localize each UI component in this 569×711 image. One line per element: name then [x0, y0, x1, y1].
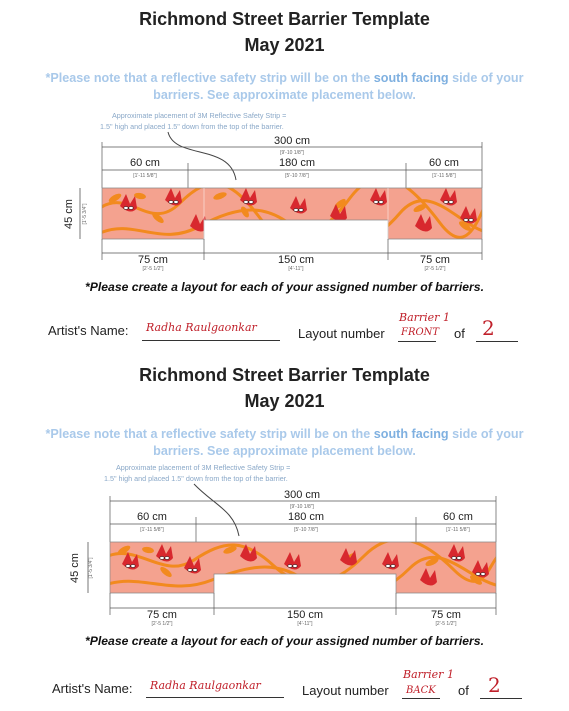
layout-number-line	[398, 341, 436, 342]
of-value[interactable]: 2	[482, 316, 495, 340]
of-label: of	[458, 683, 469, 698]
dim-left-bottom-in: [2'-5 1/2"]	[142, 266, 164, 272]
layout-annotation: Barrier 1	[403, 668, 454, 681]
artist-name-label: Artist's Name:	[48, 323, 129, 338]
safety-note-bold: south facing	[373, 71, 449, 85]
dim-left-top-in: [1'-11 5/8"]	[140, 527, 164, 533]
artist-name-value[interactable]: Radha Raulgaonkar	[146, 321, 257, 334]
safety-note	[20, 70, 549, 104]
layout-number-label: Layout number	[302, 683, 389, 698]
layout-note: *Please create a layout for each of your assigned number of barriers.	[85, 280, 484, 294]
artist-form	[0, 310, 569, 350]
dim-left-top: 60 cm	[137, 511, 167, 523]
dim-left-bottom: 75 cm	[147, 609, 177, 621]
dim-total: 300 cm	[273, 135, 311, 147]
dim-right-bottom-in: [2'-5 1/2"]	[424, 266, 446, 272]
artist-name-line	[142, 340, 280, 341]
template-title: Richmond Street Barrier Template	[139, 9, 430, 29]
dim-left-top-in: [1'-11 5/8"]	[133, 173, 157, 179]
barrier-diagram	[40, 108, 520, 273]
dim-height: 45 cm	[63, 199, 75, 229]
of-value[interactable]: 2	[488, 673, 501, 697]
safety-note-suffix: side of your barriers. See approximate placement below.	[153, 71, 524, 102]
dim-center-bottom-in: [4'-11"]	[297, 621, 313, 627]
layout-number-value[interactable]: FRONT	[401, 327, 440, 338]
barrier-artwork	[108, 539, 500, 597]
safety-note-prefix: *Please note that a reflective safety strip will be on the	[45, 71, 374, 85]
dim-center-top-in: [5'-10 7/8"]	[294, 527, 318, 533]
strip-leader-line	[194, 484, 239, 536]
dim-right-bottom-in: [2'-5 1/2"]	[435, 621, 457, 627]
safety-note-prefix: *Please note that a reflective safety strip will be on the	[45, 427, 374, 441]
dim-right-top: 60 cm	[429, 157, 459, 169]
dim-center-top: 180 cm	[278, 157, 316, 169]
layout-number-value[interactable]: BACK	[406, 685, 436, 696]
dim-center-bottom-in: [4'-11"]	[288, 266, 304, 272]
dim-right-bottom: 75 cm	[420, 254, 450, 266]
template-title: Richmond Street Barrier Template	[139, 365, 430, 385]
template-2	[0, 356, 569, 711]
template-1	[0, 0, 569, 355]
strip-label-line1: Approximate placement of 3M Reflective Safety Strip =	[116, 463, 291, 472]
dim-right-top-in: [1'-11 5/8"]	[432, 173, 456, 179]
dim-center-top-in: [5'-10 7/8"]	[285, 173, 309, 179]
artist-name-label: Artist's Name:	[52, 681, 133, 696]
layout-number-line	[402, 698, 440, 699]
strip-leader-line	[168, 132, 236, 180]
dim-center-bottom: 150 cm	[277, 254, 315, 266]
of-label: of	[454, 326, 465, 341]
layout-number-label: Layout number	[298, 326, 385, 341]
dim-left-bottom-in: [2'-5 1/2"]	[151, 621, 173, 627]
dim-center-bottom: 150 cm	[286, 609, 324, 621]
dim-total-in: [9'-10 1/8"]	[290, 504, 314, 510]
template-date: May 2021	[244, 391, 325, 411]
dim-right-top-in: [1'-11 5/8"]	[446, 527, 470, 533]
artist-name-value[interactable]: Radha Raulgaonkar	[150, 679, 261, 692]
dim-right-bottom: 75 cm	[431, 609, 461, 621]
artist-name-line	[146, 697, 284, 698]
dim-height: 45 cm	[69, 553, 81, 583]
of-line	[480, 698, 522, 699]
layout-note: *Please create a layout for each of your assigned number of barriers.	[85, 634, 484, 648]
dim-height-in: [1'-5 3/4"]	[88, 557, 94, 579]
template-date: May 2021	[244, 35, 325, 55]
safety-note-suffix: side of your barriers. See approximate placement below.	[153, 427, 524, 458]
barrier-artwork	[100, 178, 490, 249]
strip-label-line1: Approximate placement of 3M Reflective Safety Strip =	[112, 111, 287, 120]
of-line	[476, 341, 518, 342]
layout-annotation: Barrier 1	[399, 311, 450, 324]
strip-label-line2: 1.5" high and placed 1.5" down from the top of the barrier.	[104, 474, 288, 483]
barrier-diagram	[44, 460, 524, 630]
safety-note	[20, 426, 549, 460]
dim-total-in: [9'-10 1/8"]	[280, 150, 304, 156]
safety-note-bold: south facing	[373, 427, 449, 441]
strip-label-line2: 1.5" high and placed 1.5" down from the top of the barrier.	[100, 122, 284, 131]
artist-form	[0, 667, 569, 707]
dim-left-top: 60 cm	[130, 157, 160, 169]
dim-right-top: 60 cm	[443, 511, 473, 523]
dim-height-in: [1'-5 3/4"]	[82, 203, 88, 225]
dim-total: 300 cm	[283, 489, 321, 501]
dim-left-bottom: 75 cm	[138, 254, 168, 266]
dim-center-top: 180 cm	[287, 511, 325, 523]
